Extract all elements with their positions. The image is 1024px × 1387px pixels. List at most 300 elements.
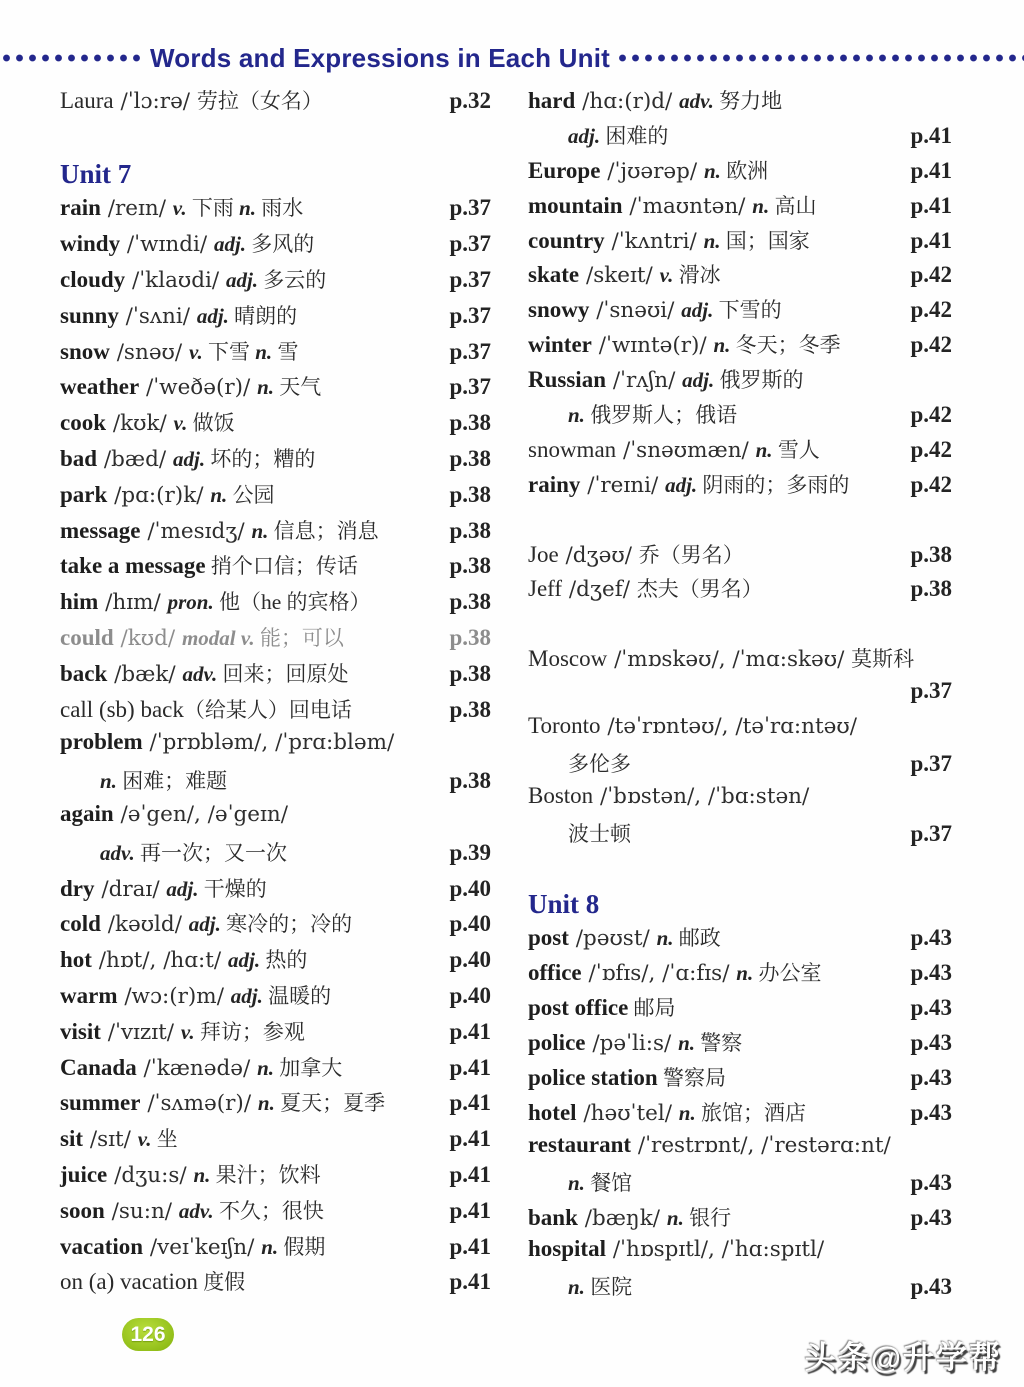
spacer [528, 608, 952, 643]
page-ref: p.40 [449, 982, 491, 1008]
entry-row [60, 765, 491, 801]
entry-text [528, 713, 857, 739]
entry-row [528, 818, 952, 853]
entry-row [528, 294, 952, 329]
entry-text [528, 225, 810, 255]
headword: rain [60, 195, 101, 221]
page-ref: p.37 [449, 302, 491, 328]
part-of-speech: adj. [568, 123, 606, 148]
phonetic: /dʒəʊ/ [558, 542, 639, 568]
right-column [528, 85, 952, 1306]
entry-row [60, 980, 491, 1016]
chinese-gloss: 下雨 [191, 196, 240, 221]
phonetic: /bæd/ [97, 446, 173, 472]
entry-row [60, 1159, 491, 1195]
part-of-speech: adj. [225, 267, 264, 292]
entry-row [528, 190, 952, 225]
phonetic: /ˈmaʊntən/ [622, 193, 753, 219]
left-column [60, 85, 491, 1302]
chinese-gloss: 温暖的 [268, 983, 332, 1008]
entry-row [528, 783, 952, 818]
part-of-speech: modal v. [181, 625, 260, 650]
page-ref: p.43 [910, 1064, 952, 1090]
dotted-line-left-icon [0, 53, 146, 63]
part-of-speech: adj. [188, 912, 227, 937]
chinese-gloss: 邮政 [678, 926, 721, 951]
entry-text [528, 364, 804, 394]
page-ref: p.38 [449, 660, 491, 686]
chinese-gloss: 夏天；夏季 [280, 1091, 386, 1116]
entry-text [528, 992, 676, 1022]
headword: dry [60, 875, 95, 901]
headword: mountain [528, 192, 623, 218]
headword: him [60, 589, 99, 615]
entry-row [528, 992, 952, 1027]
entry-text [528, 434, 820, 464]
page-ref: p.37 [910, 820, 952, 846]
entry-row [60, 694, 491, 730]
headword: snow [60, 338, 110, 364]
page-ref: p.38 [449, 768, 491, 794]
part-of-speech: n. [704, 158, 727, 183]
headword: Russian [528, 367, 606, 393]
chinese-gloss: 晴朗的 [234, 303, 298, 328]
entry-text [528, 539, 744, 569]
headword: hot [60, 947, 92, 973]
page-ref: p.41 [449, 1269, 491, 1295]
part-of-speech: n. [666, 1205, 690, 1230]
entry-row [528, 85, 952, 120]
entry-text [60, 1087, 385, 1117]
chinese-gloss: 高山 [774, 193, 817, 218]
headword: skate [528, 262, 580, 288]
entry-row [528, 748, 952, 783]
entry-row [528, 259, 952, 294]
part-of-speech: adj. [665, 472, 703, 497]
phonetic: /ˈklaʊdi/ [125, 267, 226, 293]
page-ref: p.41 [910, 227, 952, 253]
page-ref: p.42 [910, 297, 952, 323]
entry-row [60, 1266, 491, 1302]
entry-text [60, 479, 275, 509]
chinese-gloss: 警察 [700, 1031, 743, 1056]
page-ref: p.38 [910, 541, 952, 567]
chinese-gloss: 国；国家 [725, 228, 810, 253]
entry-row [60, 837, 491, 873]
entry-text [60, 228, 314, 258]
page-ref: p.37 [449, 338, 491, 364]
entry-row [528, 922, 952, 957]
chinese-gloss: 阴雨的；多雨的 [702, 472, 850, 497]
part-of-speech: pron. [167, 590, 219, 615]
entry-row [60, 264, 491, 300]
entry-row [60, 336, 491, 372]
headword: country [528, 227, 605, 253]
part-of-speech: adj. [196, 303, 235, 328]
chinese-gloss: 坏的；糟的 [210, 446, 316, 471]
phonetic: /su:n/ [104, 1198, 179, 1224]
page-ref: p.43 [910, 1030, 952, 1056]
part-of-speech: adj. [228, 948, 266, 973]
chinese-gloss: 他（ [218, 590, 261, 615]
dotted-line-right-icon [616, 53, 1024, 63]
part-of-speech: n. [656, 926, 679, 951]
entry-row [528, 120, 952, 155]
page-ref: p.37 [449, 266, 491, 292]
chinese-gloss: 欧洲 [726, 158, 769, 183]
entry-text [528, 259, 721, 289]
headword: juice [60, 1161, 108, 1187]
part-of-speech: n. [210, 482, 233, 507]
page-ref: p.41 [449, 1018, 491, 1044]
entry-row [60, 1052, 491, 1088]
entry-row [528, 399, 952, 434]
entry-text [60, 801, 288, 827]
entry-text [60, 1052, 342, 1082]
page-ref: p.41 [910, 192, 952, 218]
entry-text [60, 765, 227, 795]
headword: vacation [60, 1233, 144, 1259]
headword: visit [60, 1018, 101, 1044]
entry-text [528, 85, 782, 115]
page-ref: p.38 [910, 576, 952, 602]
headword: Toronto [528, 713, 601, 739]
part-of-speech: n. [678, 1031, 701, 1056]
page-ref: p.42 [910, 402, 952, 428]
chinese-gloss: 俄罗斯的 [719, 368, 804, 393]
headword: on (a) vacation [60, 1269, 198, 1295]
headword: hospital [528, 1236, 606, 1262]
part-of-speech: adj. [682, 368, 720, 393]
entry-text [528, 120, 668, 150]
entry-text [528, 1167, 632, 1197]
page-ref: p.40 [449, 911, 491, 937]
unit-heading: Unit 7 [60, 158, 132, 189]
part-of-speech: n. [752, 193, 775, 218]
page-ref: p.38 [449, 481, 491, 507]
page-ref: p.41 [910, 122, 952, 148]
entry-text [528, 922, 721, 952]
headword: back [60, 660, 108, 686]
phonetic: /ˈbɒstən/, /ˈbɑ:stən/ [593, 783, 810, 809]
phonetic: /wɔ:(r)m/ [117, 983, 231, 1009]
part-of-speech: n. [703, 228, 726, 253]
page-ref: p.43 [910, 1204, 952, 1230]
phonetic: /pəʊst/ [568, 926, 657, 952]
page-ref: p.38 [449, 696, 491, 722]
entry-row [528, 364, 952, 399]
part-of-speech: n. [261, 1234, 284, 1259]
part-of-speech: n. [257, 1091, 281, 1116]
part-of-speech: adv. [100, 840, 141, 865]
headword: could [60, 624, 114, 650]
page-ref: p.41 [449, 1233, 491, 1259]
phonetic: /dʒef/ [562, 577, 637, 603]
page-ref: p.41 [449, 1197, 491, 1223]
entry-row [528, 1271, 952, 1306]
phonetic: /ˈkʌntri/ [604, 228, 704, 254]
entry-row [60, 228, 491, 264]
entry-text [528, 1062, 726, 1092]
headword: windy [60, 231, 121, 257]
page-ref: p.38 [449, 589, 491, 615]
entry-text [528, 643, 914, 673]
page-ref: p.43 [910, 1274, 952, 1300]
headword: Jeff [528, 576, 563, 602]
phonetic: /ˈkænədə/ [136, 1055, 258, 1081]
headword: snowman [528, 436, 617, 462]
phonetic: /kʊd/ [113, 625, 182, 651]
part-of-speech: v. [173, 411, 193, 436]
phonetic: /ˈsʌmə(r)/ [140, 1091, 258, 1117]
chinese-gloss: 下雪 [208, 339, 256, 364]
entry-text [528, 748, 631, 778]
entry-text [60, 622, 344, 652]
chinese-gloss: 多伦多 [568, 751, 631, 776]
phonetic: /veɪˈkeɪʃn/ [143, 1234, 262, 1260]
part-of-speech: n. [568, 1275, 591, 1300]
chinese-gloss: 做饭 [192, 411, 235, 436]
watermark: 头条@升学帮 [804, 1340, 1002, 1375]
entry-row [60, 85, 491, 121]
entry-row [528, 539, 952, 574]
entry-text [60, 550, 358, 580]
headword: Laura [60, 88, 114, 113]
headword: Moscow [528, 646, 608, 672]
headword: winter [528, 332, 592, 358]
entry-row [60, 658, 491, 694]
entry-text [528, 957, 821, 987]
entry-row [60, 300, 491, 336]
entry-text [528, 1097, 806, 1127]
entry-text [528, 329, 841, 359]
headword: summer [60, 1090, 141, 1116]
headword: restaurant [528, 1131, 632, 1157]
phonetic: /ˈrestrɒnt/, /ˈrestərɑ:nt/ [631, 1132, 891, 1158]
headword: bank [528, 1204, 578, 1230]
entry-row [528, 155, 952, 190]
chinese-gloss: 俄罗斯人；俄语 [590, 403, 738, 428]
entry-text [528, 1132, 891, 1158]
page-ref: p.37 [449, 195, 491, 221]
headword: cloudy [60, 266, 126, 292]
entry-row [60, 729, 491, 765]
entry-text [528, 1271, 632, 1301]
phonetic: /draɪ/ [94, 876, 167, 902]
chinese-gloss: 雪 [277, 339, 299, 364]
page-ref: p.37 [449, 231, 491, 257]
headword: Joe [528, 541, 559, 567]
headword: cold [60, 911, 101, 937]
entry-row [528, 1167, 952, 1202]
chinese-gloss: 拜访；参观 [199, 1019, 305, 1044]
chinese-gloss: 捎个口信；传话 [205, 554, 358, 579]
entry-row [60, 1231, 491, 1267]
entry-text [60, 908, 352, 938]
entry-text [60, 1159, 321, 1189]
page-ref: p.42 [910, 436, 952, 462]
unit-heading: Unit 8 [528, 889, 600, 920]
entry-text [60, 1195, 324, 1225]
entry-text [528, 783, 809, 809]
part-of-speech: adv. [679, 89, 720, 113]
entry-text [528, 1202, 731, 1232]
phonetic: /pɑ:(r)k/ [107, 482, 211, 508]
entry-row [528, 1062, 952, 1097]
chinese-gloss: 莫斯科 [851, 647, 915, 672]
entry-text [60, 694, 352, 724]
chinese-gloss: 假期 [283, 1234, 326, 1259]
chinese-gloss: 雪人 [777, 437, 820, 462]
page-ref: p.43 [910, 925, 952, 951]
headword: Canada [60, 1054, 137, 1080]
entry-text [60, 1123, 178, 1153]
entry-row [528, 1132, 952, 1167]
headword: post [528, 925, 569, 951]
entry-text [60, 1016, 305, 1046]
phonetic: /kəʊld/ [100, 912, 189, 938]
entry-row [528, 573, 952, 608]
entry-text [60, 371, 321, 401]
headword: problem [60, 729, 143, 755]
chinese-gloss: 杰夫（男名） [636, 577, 763, 602]
entry-row [60, 586, 491, 622]
page-ref: p.39 [449, 839, 491, 865]
phonetic: /ˈsnəʊmæn/ [616, 437, 756, 463]
headword: message [60, 517, 141, 543]
page-ref: p.38 [449, 517, 491, 543]
entry-text [528, 1236, 824, 1262]
chinese-gloss: 回来；回原处 [222, 661, 349, 686]
entry-text [60, 729, 394, 755]
text: he [260, 590, 282, 615]
part-of-speech: adj. [230, 983, 269, 1008]
chinese-gloss: 雨水 [261, 196, 304, 221]
chinese-gloss: （给某人）回电话 [183, 697, 352, 722]
entry-text [60, 944, 307, 974]
page-ref: p.40 [449, 875, 491, 901]
entry-row [60, 1195, 491, 1231]
phonetic: /pəˈli:s/ [585, 1031, 679, 1057]
phonetic: /hɪm/ [98, 590, 168, 616]
phonetic: /ˈɒfɪs/, /ˈɑ:fɪs/ [581, 961, 737, 987]
chinese-gloss: 果汁；饮料 [215, 1162, 321, 1187]
part-of-speech: adj. [681, 298, 719, 323]
entry-row [60, 407, 491, 443]
page-ref: p.37 [449, 374, 491, 400]
page-ref: p.43 [910, 1099, 952, 1125]
phonetic: /ˈsnəʊi/ [589, 298, 682, 324]
headword: hotel [528, 1099, 577, 1125]
phonetic: /ˈmɒskəʊ/, /ˈmɑ:skəʊ/ [607, 647, 852, 673]
chinese-gloss: 滑冰 [678, 263, 721, 288]
chinese-gloss: 多风的 [251, 232, 315, 257]
entry-text [60, 1231, 325, 1261]
entry-row [528, 1202, 952, 1237]
chinese-gloss: 寒冷的；冷的 [226, 912, 353, 937]
page-ref: p.41 [449, 1126, 491, 1152]
phonetic: /ˈsʌni/ [118, 303, 197, 329]
chinese-gloss: 银行 [689, 1205, 732, 1230]
entry-row [60, 1087, 491, 1123]
phonetic: /ˈweðə(r)/ [139, 375, 258, 401]
page-ref: p.38 [449, 624, 491, 650]
phonetic: /snəʊ/ [109, 339, 189, 365]
headword: soon [60, 1197, 105, 1223]
entry-text [60, 586, 371, 616]
phonetic: /kʊk/ [106, 411, 174, 437]
part-of-speech: n. [193, 1162, 216, 1187]
entry-row [528, 329, 952, 364]
phonetic: /ˈreɪni/ [580, 472, 666, 498]
chinese-gloss: 旅馆；酒店 [700, 1100, 806, 1125]
chinese-gloss: 警察局 [657, 1065, 726, 1090]
chinese-gloss: 下雪的 [718, 298, 782, 323]
page-ref: p.41 [449, 1090, 491, 1116]
part-of-speech: n. [736, 961, 759, 986]
page-header [0, 40, 1024, 76]
chinese-gloss: 困难的 [605, 123, 669, 148]
entry-row [528, 469, 952, 504]
chinese-gloss: 邮局 [628, 996, 676, 1021]
entry-text [60, 443, 315, 473]
entry-row [60, 479, 491, 515]
page-ref: p.38 [449, 445, 491, 471]
entry-row [528, 678, 952, 713]
entry-row [528, 1236, 952, 1271]
chinese-gloss: 劳拉（女名） [196, 89, 323, 113]
spacer [528, 853, 952, 888]
headword: police station [528, 1064, 658, 1090]
phonetic: /ˈvɪzɪt/ [100, 1019, 181, 1045]
headword: bad [60, 445, 98, 471]
part-of-speech: v. [659, 263, 679, 288]
entry-row [60, 944, 491, 980]
entry-text [528, 294, 782, 324]
headword: cook [60, 410, 106, 436]
part-of-speech: adv. [178, 1198, 219, 1223]
phonetic: /skeɪt/ [579, 263, 660, 289]
part-of-speech: adj. [166, 876, 204, 901]
chinese-gloss: 能；可以 [259, 625, 344, 650]
entry-text [60, 336, 298, 366]
headword: weather [60, 374, 140, 400]
part-of-speech: n. [713, 333, 736, 358]
phonetic: /hɑ:(r)d/ [575, 89, 680, 114]
page-ref: p.40 [449, 947, 491, 973]
page-ref: p.37 [910, 678, 952, 704]
entry-text [528, 190, 816, 220]
headword: again [60, 800, 114, 826]
part-of-speech: adj. [172, 446, 211, 471]
chinese-gloss: 公园 [232, 482, 275, 507]
entry-text [60, 85, 323, 115]
page-ref: p.41 [449, 1161, 491, 1187]
headword: Europe [528, 157, 601, 183]
entry-text [60, 407, 235, 437]
entry-text [528, 155, 768, 185]
part-of-speech: n. [755, 437, 778, 462]
chinese-gloss: 信息；消息 [273, 518, 379, 543]
entry-row [60, 443, 491, 479]
headword: warm [60, 982, 118, 1008]
entry-text [60, 515, 379, 545]
entry-row [528, 1097, 952, 1132]
page-ref: p.41 [910, 157, 952, 183]
chinese-gloss: 加拿大 [279, 1055, 343, 1080]
phonetic: /hɒt/, /hɑ:t/ [91, 948, 229, 974]
chinese-gloss: 困难；难题 [122, 769, 228, 794]
